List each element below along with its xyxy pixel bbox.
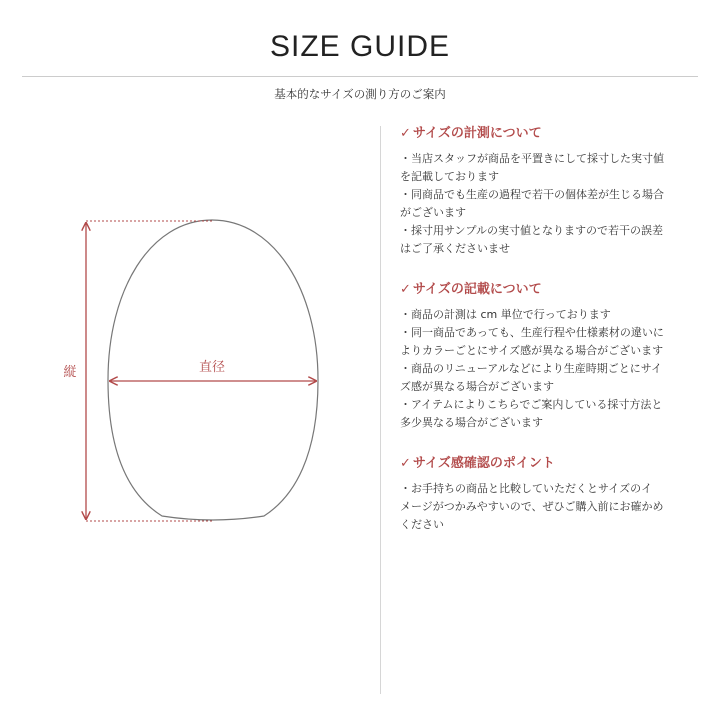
section-heading: [400, 278, 700, 297]
check-icon: ✓: [400, 456, 411, 471]
section-line: ・当店スタッフが商品を平置きにして採寸した実寸値: [400, 152, 664, 165]
section-line: ズ感が異なる場合がございます: [400, 380, 554, 393]
section-line: ・アイテムによりこちらでご案内している採寸方法と: [400, 398, 663, 411]
fit-check-section: [400, 452, 700, 534]
section-line: 多少異なる場合がございます: [400, 416, 543, 429]
section-line: がございます: [400, 206, 466, 219]
check-icon: ✓: [400, 126, 411, 141]
section-line: よりカラーごとにサイズ感が異なる場合がございます: [400, 344, 664, 357]
size-info-panel: [400, 122, 700, 554]
check-icon: ✓: [400, 282, 411, 297]
section-heading: [400, 452, 700, 471]
section-line: メージがつかみやすいので、ぜひご購入前にお確かめ: [400, 500, 664, 513]
section-line: ・同一商品であっても、生産行程や仕様素材の違いに: [400, 326, 664, 339]
section-line: を記載しております: [400, 170, 499, 183]
section-line: はご了承くださいませ: [400, 242, 510, 255]
section-line: ・同商品でも生産の過程で若干の個体差が生じる場合: [400, 188, 664, 201]
section-line: ・採寸用サンプルの実寸値となりますので若干の誤差: [400, 224, 664, 237]
notation-section: [400, 278, 700, 432]
column-divider: [380, 126, 381, 694]
height-label: 縦: [63, 365, 77, 380]
section-heading: [400, 122, 700, 141]
section-heading-text: サイズの計測について: [412, 126, 542, 141]
page-subtitle: 基本的なサイズの測り方のご案内: [274, 87, 446, 101]
section-line: ください: [400, 518, 444, 531]
section-line: ・商品の計測は cm 単位で行っております: [400, 308, 611, 321]
diameter-label: 直径: [198, 360, 226, 375]
section-heading-text: サイズ感確認のポイント: [412, 456, 555, 471]
section-heading-text: サイズの記載について: [412, 282, 542, 297]
section-line: ・お手持ちの商品と比較していただくとサイズのイ: [400, 482, 653, 495]
measurement-section: [400, 122, 700, 258]
section-line: ・商品のリニューアルなどにより生産時期ごとにサイ: [400, 362, 663, 375]
page-title: SIZE GUIDE: [269, 30, 451, 63]
